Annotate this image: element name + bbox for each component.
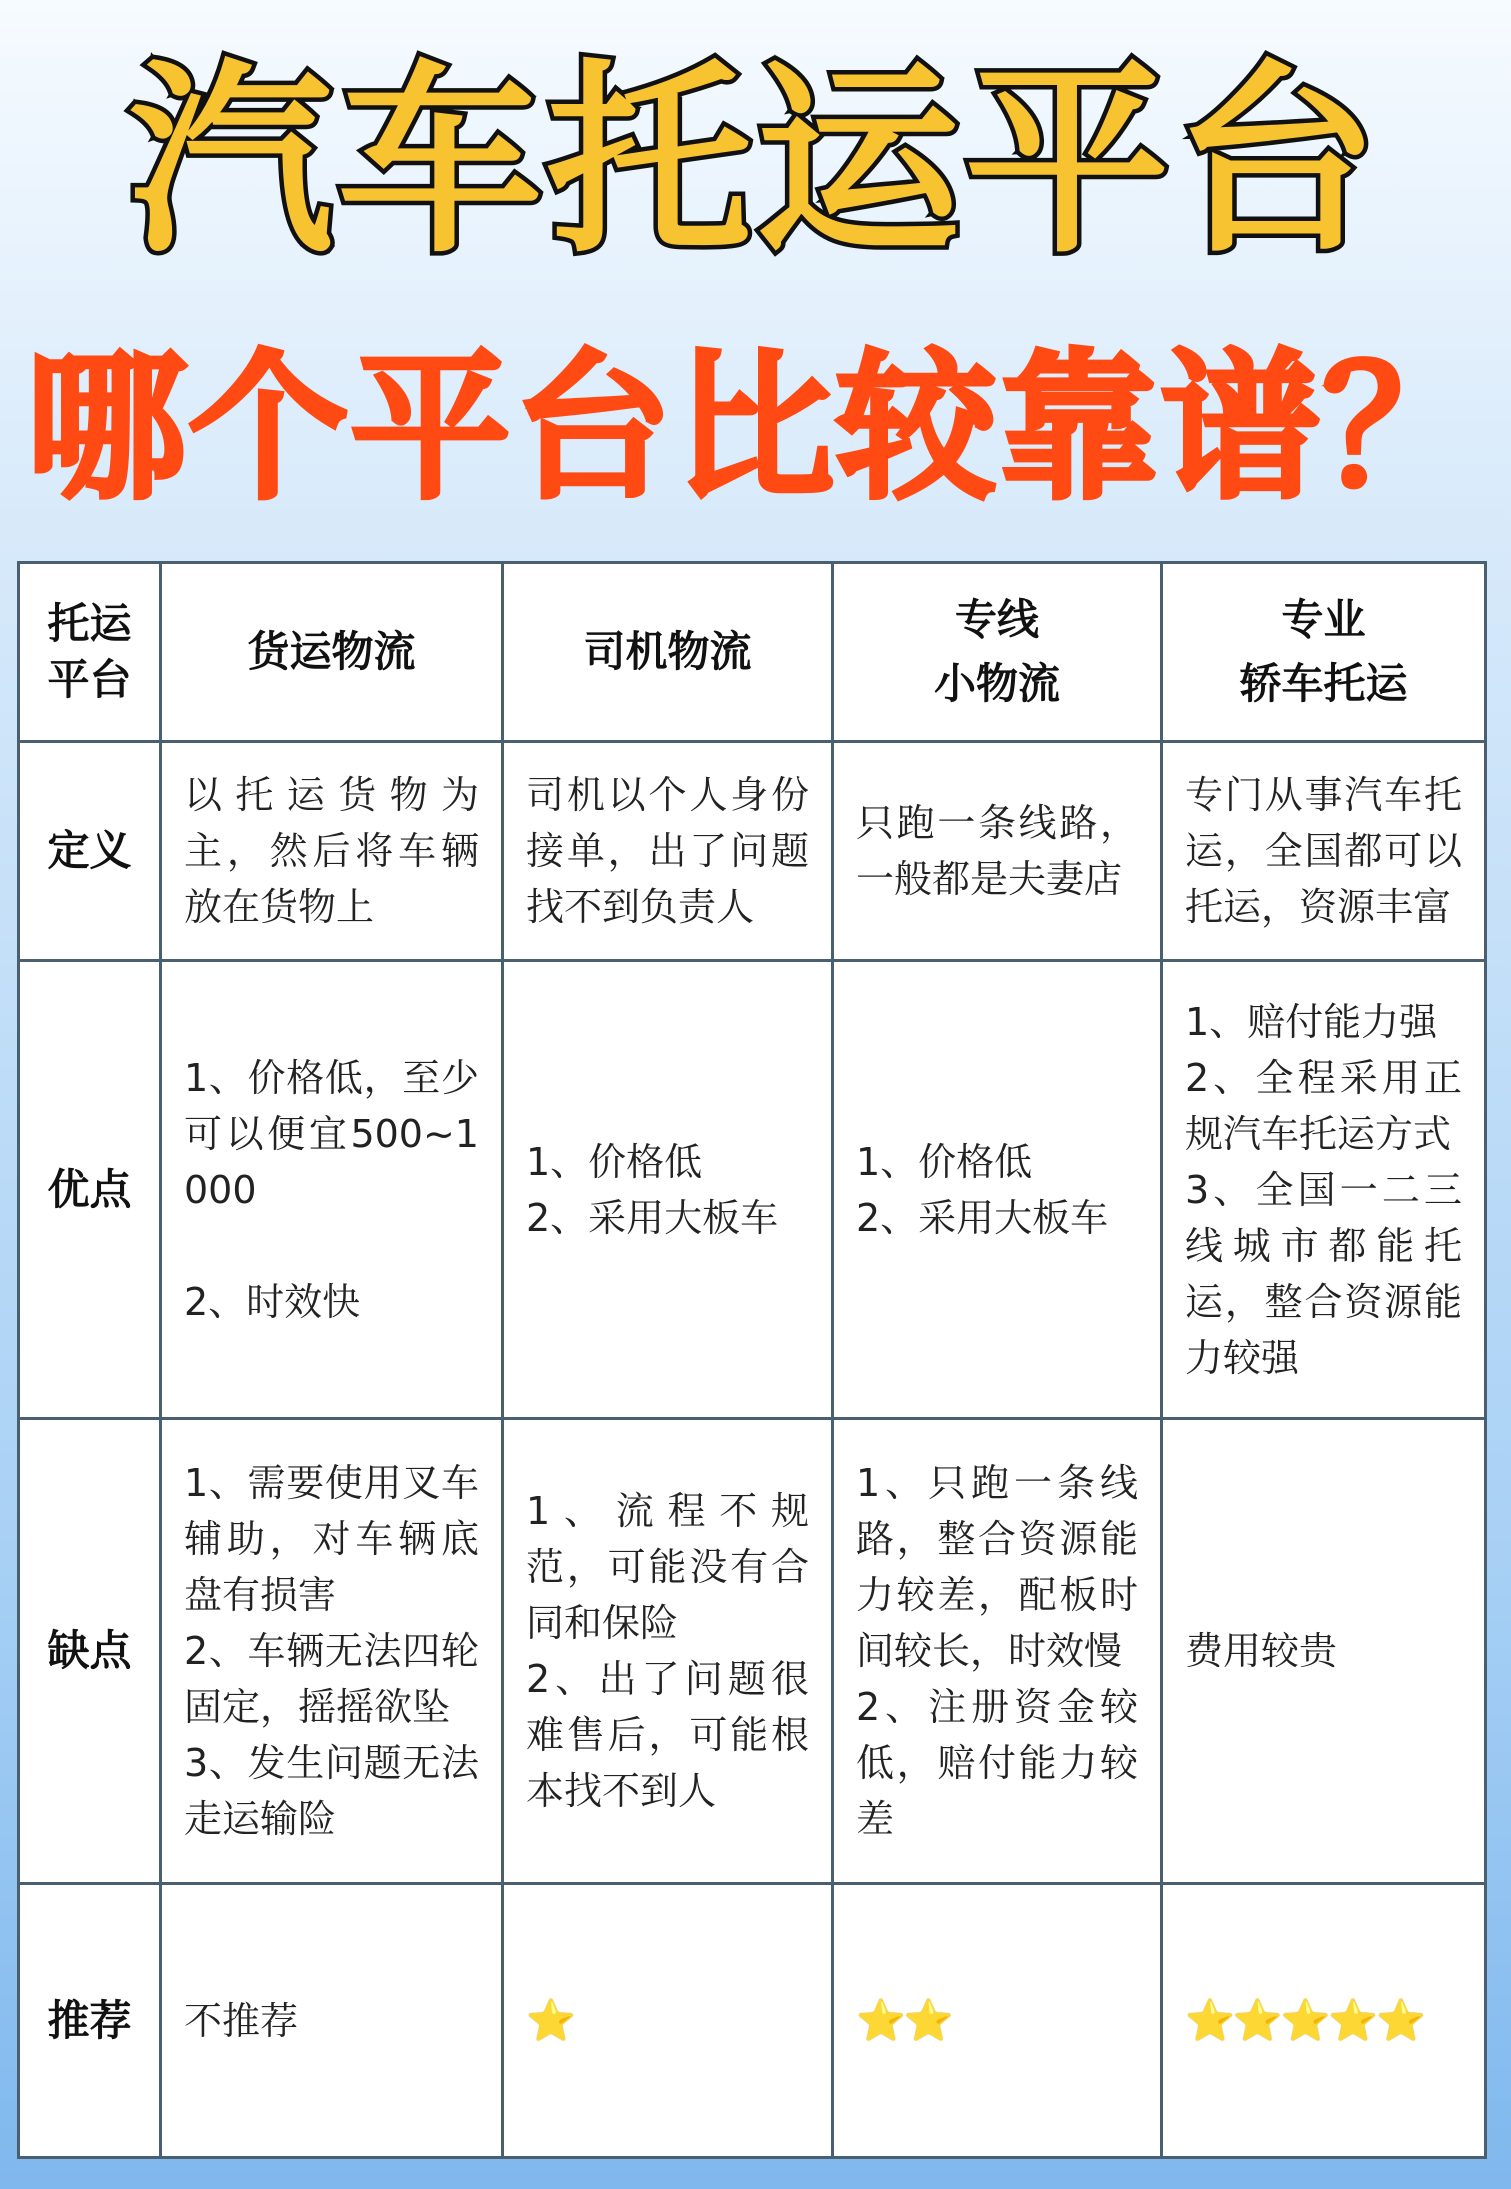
cell-line: 3、发生问题无法走运输险 bbox=[184, 1741, 479, 1841]
star-rating-icon: ⭐ bbox=[526, 1997, 574, 2044]
table-cell bbox=[833, 1884, 1162, 2158]
cell-line: 2、注册资金较低，赔付能力较差 bbox=[856, 1685, 1138, 1841]
row-label: 优点 bbox=[19, 961, 161, 1419]
column-header-line: 小物流 bbox=[933, 659, 1060, 708]
cell-line: 1、价格低 bbox=[856, 1139, 1033, 1184]
table-cell bbox=[503, 1884, 833, 2158]
table-row bbox=[19, 1884, 1486, 2158]
table-cell bbox=[1162, 1419, 1486, 1884]
cell-line: 专门从事汽车托运，全国都可以托运，资源丰富 bbox=[1185, 773, 1462, 929]
table-row bbox=[19, 1419, 1486, 1884]
column-header bbox=[833, 563, 1162, 742]
cell-line: 只跑一条线路，一般都是夫妻店 bbox=[856, 801, 1138, 901]
table-row bbox=[19, 961, 1486, 1419]
column-header-line: 专业 bbox=[1281, 595, 1366, 644]
corner-line: 平台 bbox=[47, 655, 132, 704]
column-header-line: 货运物流 bbox=[247, 627, 416, 676]
cell-line: 1、赔付能力强 bbox=[1185, 999, 1438, 1044]
cell-line: 3、全国一二三线城市都能托运，整合资源能力较强 bbox=[1185, 1167, 1462, 1380]
page-subtitle: 哪个平台比较靠谱？ bbox=[26, 334, 1485, 521]
cell-line bbox=[184, 1218, 479, 1274]
cell-line: 1、只跑一条线路，整合资源能力较差，配板时间较长，时效慢 bbox=[856, 1461, 1138, 1673]
cell-line: 1、需要使用叉车辅助，对车辆底盘有损害 bbox=[184, 1461, 479, 1617]
column-header bbox=[161, 563, 503, 742]
star-rating-icon: ⭐⭐ bbox=[856, 1997, 952, 2044]
cell-line: 2、车辆无法四轮固定，摇摇欲坠 bbox=[184, 1629, 479, 1729]
column-header bbox=[1162, 563, 1486, 742]
comparison-table bbox=[17, 561, 1487, 2159]
table-header-row bbox=[19, 563, 1486, 742]
cell-line: 2、采用大板车 bbox=[526, 1195, 779, 1240]
cell-line: 1、价格低 bbox=[526, 1139, 703, 1184]
table-row bbox=[19, 742, 1486, 961]
cell-line: 以托运货物为主，然后将车辆放在货物上 bbox=[184, 773, 479, 929]
cell-line: 2、时效快 bbox=[184, 1279, 361, 1324]
table-cell bbox=[161, 1884, 503, 2158]
table-cell bbox=[161, 961, 503, 1419]
table-cell bbox=[503, 961, 833, 1419]
row-label: 定义 bbox=[19, 742, 161, 961]
star-rating-icon: ⭐⭐⭐⭐⭐ bbox=[1185, 1997, 1425, 2044]
column-header-line: 专线 bbox=[954, 595, 1039, 644]
column-header-line: 司机物流 bbox=[583, 627, 752, 676]
cell-line: 2、采用大板车 bbox=[856, 1195, 1109, 1240]
row-label: 推荐 bbox=[19, 1884, 161, 2158]
table-cell bbox=[1162, 742, 1486, 961]
corner-line: 托运 bbox=[47, 599, 132, 648]
cell-line: 1、流程不规范，可能没有合同和保险 bbox=[526, 1489, 809, 1645]
table-cell bbox=[833, 961, 1162, 1419]
table-cell bbox=[833, 742, 1162, 961]
column-header-line: 轿车托运 bbox=[1239, 659, 1408, 708]
page-title: 汽车托运平台 bbox=[128, 43, 1383, 281]
cell-line: 1、价格低，至少可以便宜500~1000 bbox=[184, 1055, 479, 1212]
cell-line: 不推荐 bbox=[184, 1998, 299, 2043]
table-cell bbox=[833, 1419, 1162, 1884]
table-cell bbox=[503, 742, 833, 961]
cell-line: 2、出了问题很难售后，可能根本找不到人 bbox=[526, 1657, 809, 1813]
table-cell bbox=[1162, 1884, 1486, 2158]
table-cell bbox=[161, 1419, 503, 1884]
cell-line: 费用较贵 bbox=[1185, 1629, 1338, 1673]
table-cell bbox=[161, 742, 503, 961]
corner-header bbox=[19, 563, 161, 742]
table-cell bbox=[503, 1419, 833, 1884]
cell-line: 2、全程采用正规汽车托运方式 bbox=[1185, 1055, 1462, 1156]
table-cell bbox=[1162, 961, 1486, 1419]
cell-line: 司机以个人身份接单，出了问题找不到负责人 bbox=[526, 773, 809, 929]
row-label: 缺点 bbox=[19, 1419, 161, 1884]
column-header bbox=[503, 563, 833, 742]
